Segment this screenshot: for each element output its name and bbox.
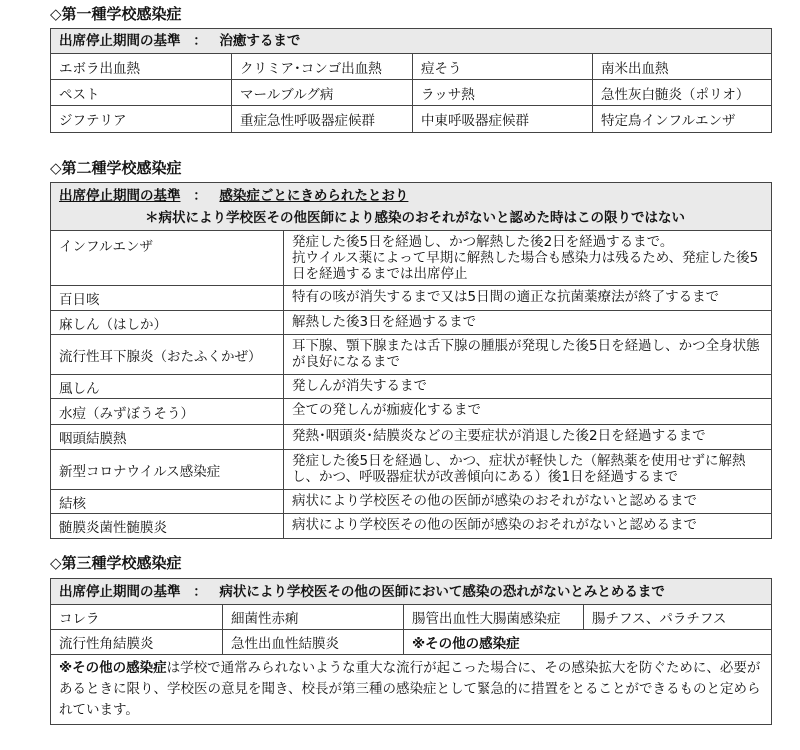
disease-cell: クリミア･コンゴ出血熱 (232, 54, 413, 79)
section2-standard (51, 183, 771, 231)
period-cell: 発熱･咽頭炎･結膜炎などの主要症状が消退した後2日を経過するまで (292, 428, 706, 444)
section2-note: ＊病状により学校医その他医師により感染のおそれがないと認めた時はこの限りではない (145, 210, 685, 226)
disease-cell: コレラ (51, 605, 223, 629)
table-row (51, 605, 771, 630)
disease-cell: 急性出血性結膜炎 (223, 630, 404, 654)
section1-table (50, 28, 772, 133)
disease-cell: 細菌性赤痢 (223, 605, 404, 629)
period-cell: 病状により学校医その他の医師が感染のおそれがないと認めるまで (292, 493, 697, 509)
disease-cell: ジフテリア (51, 106, 232, 132)
period-cell: 発症した後5日を経過し、かつ、症状が軽快した（解熱薬を使用せずに解熱し、かつ、呼吸器症状が改善傾向にある）後1日を経過するまで (292, 453, 746, 485)
table-row (51, 490, 771, 514)
section2-standard-value: 感染症ごとにきめられたとおり (219, 188, 409, 204)
table-row (51, 375, 771, 399)
disease-cell: 痘そう (413, 54, 593, 79)
section1-title: ◇第一種学校感染症 (50, 5, 182, 23)
section2-title: ◇第二種学校感染症 (50, 159, 182, 177)
disease-cell: 新型コロナウイルス感染症 (51, 450, 284, 489)
disease-cell: 百日咳 (51, 286, 284, 310)
disease-cell: 南米出血熱 (601, 60, 669, 77)
disease-cell: 流行性耳下腺炎（おたふくかぜ） (51, 335, 284, 374)
disease-cell: インフルエンザ (51, 231, 284, 285)
table-row (51, 450, 771, 490)
section3-note (51, 655, 771, 724)
period-cell: 耳下腺、顎下腺または舌下腺の腫脹が発現した後5日を経過し、かつ全身状態が良好になるまで (292, 338, 760, 370)
table-row (51, 231, 771, 286)
disease-cell: 咽頭結膜熱 (51, 425, 284, 449)
period-cell: 解熱した後3日を経過するまで (292, 314, 477, 330)
disease-cell: ラッサ熱 (413, 80, 593, 105)
other-infections-cell: ※その他の感染症 (412, 636, 520, 652)
section2-table (50, 182, 772, 539)
disease-cell: 流行性角結膜炎 (51, 630, 223, 654)
table-row (51, 425, 771, 450)
disease-cell: 水痘（みずぼうそう） (51, 399, 284, 424)
disease-cell: 風しん (51, 375, 284, 398)
table-row (51, 514, 771, 538)
disease-cell: エボラ出血熱 (51, 54, 232, 79)
table-row (51, 335, 771, 375)
section3-table (50, 578, 772, 725)
section3-standard (51, 579, 771, 605)
section1-separator: ： (193, 33, 207, 49)
section1-standard-label: 出席停止期間の基準 (59, 33, 181, 49)
table-row (51, 630, 771, 655)
period-cell: 特有の咳が消失するまで又は5日間の適正な抗菌薬療法が終了するまで (292, 289, 720, 305)
section3-separator: ： (193, 584, 207, 600)
section3-note-text: は学校で通常みられないような重大な流行が起こった場合に、その感染拡大を防ぐために、必要があるときに限り、学校医の意見を聞き、校長が第三種の感染症として緊急的に措置をとることができるものと定められています。 (59, 660, 761, 718)
period-cell: 発症した後5日を経過し、かつ解熱した後2日を経過するまで。 抗ウイルス薬によって早期に解熱した場合も感染力は残るため、発症した後5日を経過するまでは出席停止 (292, 234, 759, 282)
disease-cell: 急性灰白髄炎（ポリオ） (601, 86, 750, 103)
table-row (51, 286, 771, 311)
disease-cell: 重症急性呼吸器症候群 (232, 106, 413, 132)
section3-standard-label: 出席停止期間の基準 (59, 584, 181, 600)
table-row (51, 311, 771, 335)
table-row (51, 80, 771, 106)
section1-standard-value: 治癒するまで (219, 33, 301, 49)
period-cell: 病状により学校医その他の医師が感染のおそれがないと認めるまで (292, 517, 697, 533)
table-row (51, 106, 771, 132)
table-row (51, 54, 771, 80)
disease-cell: 麻しん（はしか） (51, 311, 284, 334)
section3-note-term: ※その他の感染症 (59, 660, 167, 676)
disease-cell: マールブルグ病 (232, 80, 413, 105)
period-cell: 発しんが消失するまで (292, 378, 427, 394)
disease-cell: ペスト (51, 80, 232, 105)
table-row (51, 399, 771, 425)
disease-cell: 結核 (51, 490, 284, 513)
disease-cell: 特定鳥インフルエンザ (601, 113, 736, 129)
section2-standard-label: 出席停止期間の基準 (59, 188, 181, 204)
section3-standard-value: 病状により学校医その他の医師において感染の恐れがないとみとめるまで (219, 584, 665, 600)
section3-title: ◇第三種学校感染症 (50, 554, 182, 572)
disease-cell: 髄膜炎菌性髄膜炎 (51, 514, 284, 538)
disease-cell: 腸チフス、パラチフス (592, 611, 727, 627)
period-cell: 全ての発しんが痂疲化するまで (292, 402, 481, 418)
disease-cell: 腸管出血性大腸菌感染症 (404, 605, 584, 629)
section1-standard (51, 29, 771, 54)
section2-separator: ： (193, 188, 207, 204)
disease-cell: 中東呼吸器症候群 (413, 106, 593, 132)
